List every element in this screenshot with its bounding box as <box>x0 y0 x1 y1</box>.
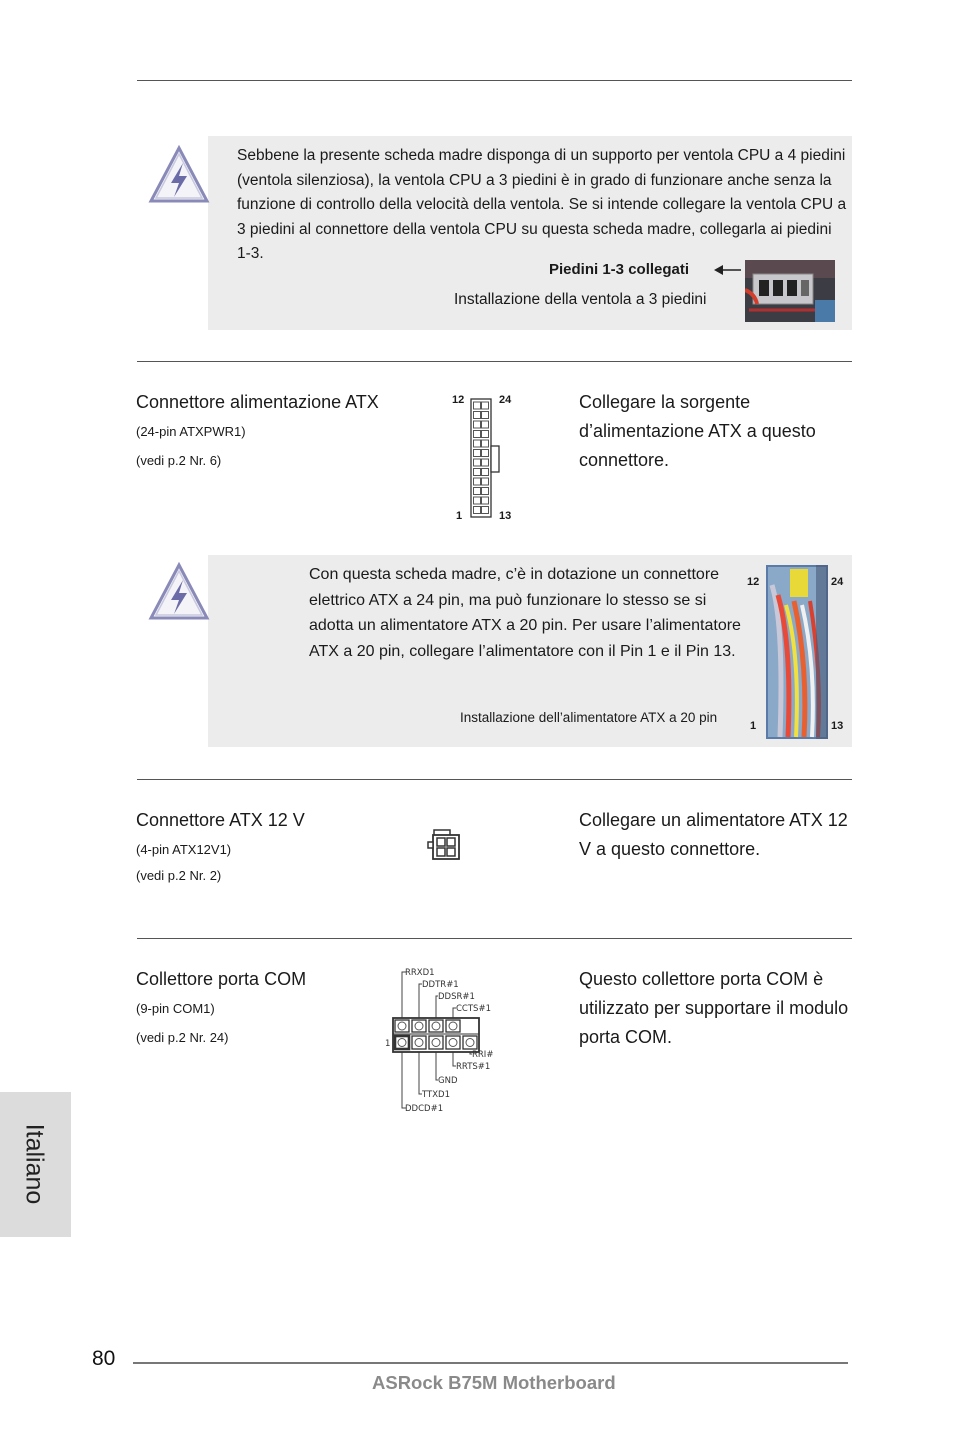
footer-product-name: ASRock B75M Motherboard <box>372 1372 616 1393</box>
atx-24pin-connector-diagram <box>466 398 504 520</box>
arrow-left-icon <box>714 263 742 277</box>
top-rule <box>137 80 852 81</box>
language-tab-label: Italiano <box>20 1123 49 1205</box>
com-port-ref: (vedi p.2 Nr. 24) <box>136 1030 229 1045</box>
com-port-pin-info: (9-pin COM1) <box>136 1001 215 1016</box>
com-port-title: Collettore porta COM <box>136 969 307 989</box>
com-label-rri: RRI# <box>472 1050 494 1060</box>
atx-12v-title: Connettore ATX 12 V <box>136 810 305 830</box>
com-port-header-diagram <box>384 964 504 1116</box>
cpu-fan-caption: Installazione della ventola a 3 piedini <box>454 291 707 308</box>
warning-icon <box>148 562 210 622</box>
atx-12v-pin-info: (4-pin ATX12V1) <box>136 842 232 857</box>
atx-power-pin-info: (24-pin ATXPWR1) <box>136 424 246 439</box>
com-pin1-label: 1 <box>385 1039 391 1049</box>
atx20-pin-label-12: 12 <box>747 576 760 588</box>
atx20-pin-label-13: 13 <box>831 720 844 732</box>
section-rule <box>137 779 852 780</box>
atx-pin-label-1: 1 <box>456 510 463 522</box>
atx-power-title: Connettore alimentazione ATX <box>136 392 379 412</box>
atx-power-description: Collegare la sorgente d’alimentazione ATX a questo connettore. <box>579 392 816 470</box>
com-label-ddtr: DDTR#1 <box>422 980 459 990</box>
com-label-ddsr: DDSR#1 <box>438 992 475 1002</box>
atx-power-ref: (vedi p.2 Nr. 6) <box>136 453 222 468</box>
com-label-ttxd1: TTXD1 <box>422 1090 451 1100</box>
section-rule <box>137 938 852 939</box>
page-number: 80 <box>92 1347 116 1370</box>
atx20-pin-label-1: 1 <box>750 720 757 732</box>
atx-20pin-caption: Installazione dell’alimentatore ATX a 20 pin <box>460 710 718 725</box>
atx-12v-ref: (vedi p.2 Nr. 2) <box>136 868 222 883</box>
atx-pin-label-12: 12 <box>452 394 465 406</box>
com-label-rrxd1: RRXD1 <box>405 968 435 978</box>
atx-20pin-note-text: Con questa scheda madre, c’è in dotazione un connettore elettrico ATX a 24 pin, ma può funzionare lo stesso se si adotta un alimentatore ATX a 20 pin. Per usare l’alimentatore ATX a 20 pin, collegare l’alimentatore con il Pin 1 e il Pin 13. <box>309 566 741 660</box>
com-label-ddcd: DDCD#1 <box>405 1104 444 1114</box>
language-side-tab <box>0 1092 71 1237</box>
footer-rule <box>133 1362 848 1364</box>
com-label-gnd: GND <box>438 1076 458 1086</box>
atx-20pin-photo <box>766 565 828 739</box>
atx-pin-label-24: 24 <box>499 394 512 406</box>
atx-pin-label-13: 13 <box>499 510 512 522</box>
pins-connected-label: Piedini 1-3 collegati <box>549 261 690 278</box>
atx20-pin-label-24: 24 <box>831 576 844 588</box>
atx-12v-description: Collegare un alimentatore ATX 12 V a questo connettore. <box>579 810 848 859</box>
atx-12v-connector-diagram <box>426 829 462 861</box>
cpu-fan-note-text: Sebbene la presente scheda madre disponga di un supporto per ventola CPU a 4 piedini (ventola silenziosa), la ventola CPU a 3 piedini è in grado di funzionare anche senza la funzione di controllo della velocità della ventola. Se si intende collegare la ventola CPU a 3 piedini al connettore della ventola CPU su questa scheda madre, collegarla ai piedini 1-3. <box>237 147 847 262</box>
com-label-rrts: RRTS#1 <box>456 1062 491 1072</box>
section-rule <box>137 361 852 362</box>
com-label-ccts: CCTS#1 <box>456 1004 491 1014</box>
fan-connector-photo <box>745 260 835 322</box>
com-port-description: Questo collettore porta COM è utilizzato per supportare il modulo porta COM. <box>579 969 849 1047</box>
warning-icon <box>148 145 210 205</box>
